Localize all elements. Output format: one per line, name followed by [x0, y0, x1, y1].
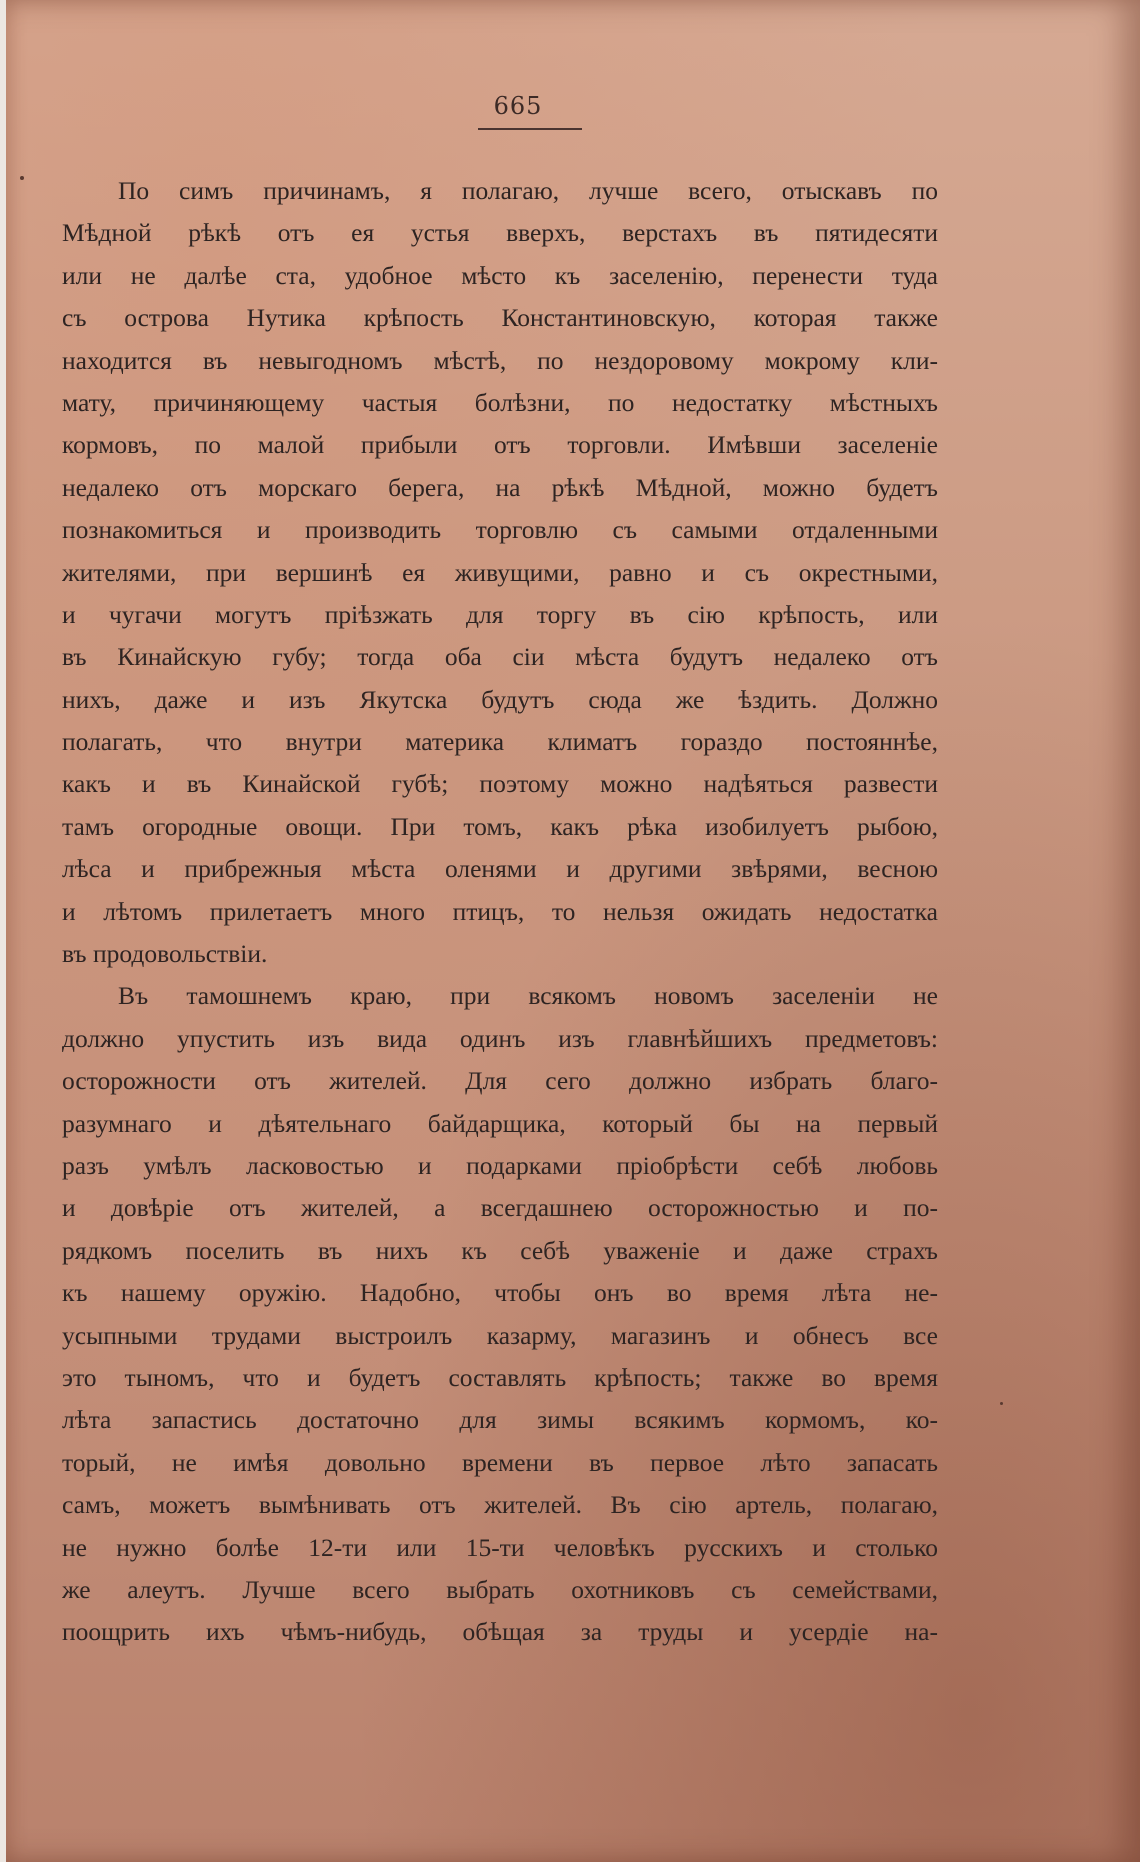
text-line: тамъ огородные овощи. При томъ, какъ рѣка изобилуетъ рыбою,	[62, 811, 938, 841]
body-text	[62, 170, 938, 1654]
text-line: и чугачи могутъ пріѣзжать для торгу въ сію крѣпость, или	[62, 599, 938, 629]
text-line: самъ, можетъ вымѣнивать отъ жителей. Въ сію артель, полагаю,	[62, 1490, 938, 1520]
text-line: мату, причиняющему частыя болѣзни, по недостатку мѣстныхъ	[62, 387, 938, 417]
text-line: къ нашему оружію. Надобно, чтобы онъ во время лѣта не-	[62, 1278, 938, 1308]
text-line: въ Кинайскую губу; тогда оба сіи мѣста будутъ недалеко отъ	[62, 642, 938, 672]
text-line: усыпными трудами выстроилъ казарму, магазинъ и обнесъ все	[62, 1320, 938, 1350]
text-line: Мѣдной рѣкѣ отъ ея устья вверхъ, верстахъ въ пятидесяти	[62, 218, 938, 248]
text-line: По симъ причинамъ, я полагаю, лучше всего, отыскавъ по	[118, 176, 938, 205]
text-line: лѣса и прибрежныя мѣста оленями и другими звѣрями, весною	[62, 854, 938, 884]
text-line: съ острова Нутика крѣпость Константиновскую, которая также	[62, 303, 938, 333]
text-line: разумнаго и дѣятельнаго байдарщика, который бы на первый	[62, 1108, 938, 1138]
paragraph-2	[62, 975, 938, 1653]
text-line: полагать, что внутри материка климатъ гораздо постояннѣе,	[62, 727, 938, 757]
book-page	[6, 0, 1140, 1862]
text-line: или не далѣе ста, удобное мѣсто къ заселенію, перенести туда	[62, 260, 938, 290]
text-line: лѣта запастись достаточно для зимы всякимъ кормомъ, ко-	[62, 1405, 938, 1435]
text-line: и лѣтомъ прилетаетъ много птицъ, то нельзя ожидать недостатка	[62, 896, 938, 926]
text-line: осторожности отъ жителей. Для сего должно избрать благо-	[62, 1066, 938, 1096]
text-line: жителями, при вершинѣ ея живущими, равно и съ окрестными,	[62, 557, 938, 587]
text-line: какъ и въ Кинайской губѣ; поэтому можно надѣяться развести	[62, 769, 938, 799]
text-line: кормовъ, по малой прибыли отъ торговли. Имѣвши заселеніе	[62, 430, 938, 460]
text-line: находится въ невыгодномъ мѣстѣ, по нездоровому мокрому кли-	[62, 345, 938, 375]
paper-speck	[20, 176, 24, 180]
text-line: же алеутъ. Лучше всего выбрать охотниковъ съ семействами,	[62, 1574, 938, 1604]
text-line: и довѣріе отъ жителей, а всегдашнею осторожностью и по-	[62, 1193, 938, 1223]
paper-speck	[1000, 1402, 1003, 1405]
text-line: не нужно болѣе 12-ти или 15-ти человѣкъ русскихъ и столько	[62, 1532, 938, 1562]
text-line: поощрить ихъ чѣмъ-нибудь, обѣщая за труды и усердіе на-	[62, 1617, 938, 1647]
text-line: рядкомъ поселить въ нихъ къ себѣ уваженіе и даже страхъ	[62, 1235, 938, 1265]
page-number-underline	[478, 128, 582, 130]
text-line: нихъ, даже и изъ Якутска будутъ сюда же ѣздить. Должно	[62, 684, 938, 714]
paragraph-1	[62, 170, 938, 975]
text-line: въ продовольствіи.	[62, 939, 268, 969]
text-line: должно упустить изъ вида одинъ изъ главнѣйшихъ предметовъ:	[62, 1023, 938, 1053]
page-number: 665	[493, 92, 543, 120]
text-line: это тыномъ, что и будетъ составлять крѣпость; также во время	[62, 1362, 938, 1392]
text-line: Въ тамошнемъ краю, при всякомъ новомъ заселеніи не	[118, 981, 938, 1011]
text-line: познакомиться и производить торговлю съ самыми отдаленными	[62, 515, 938, 545]
text-line: торый, не имѣя довольно времени въ первое лѣто запасать	[62, 1447, 938, 1477]
text-line: недалеко отъ морскаго берега, на рѣкѣ Мѣдной, можно будетъ	[62, 472, 938, 502]
text-line: разъ умѣлъ ласковостью и подарками пріобрѣсти себѣ любовь	[62, 1150, 938, 1180]
